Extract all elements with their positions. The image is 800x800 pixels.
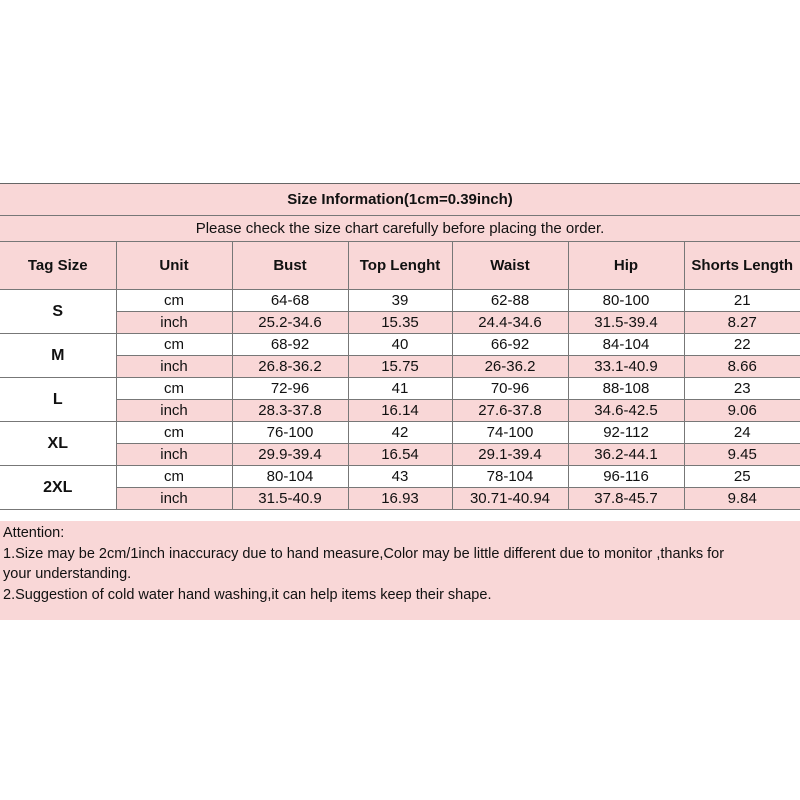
top-length-cell: 16.93	[348, 488, 452, 510]
column-header: Shorts Length	[684, 242, 800, 290]
top-length-cell: 42	[348, 422, 452, 444]
bust-cell: 26.8-36.2	[232, 356, 348, 378]
shorts-length-cell: 8.66	[684, 356, 800, 378]
top-length-cell: 39	[348, 290, 452, 312]
hip-cell: 88-108	[568, 378, 684, 400]
hip-cell: 80-100	[568, 290, 684, 312]
unit-cell: inch	[116, 444, 232, 466]
table-header-row	[0, 242, 800, 290]
attention-heading: Attention:	[3, 525, 65, 541]
unit-cell: cm	[116, 378, 232, 400]
waist-cell: 78-104	[452, 466, 568, 488]
shorts-length-cell: 9.84	[684, 488, 800, 510]
tag-size-cell: M	[0, 334, 116, 378]
column-header: Waist	[452, 242, 568, 290]
shorts-length-cell: 9.45	[684, 444, 800, 466]
tag-size-cell: 2XL	[0, 466, 116, 510]
hip-cell: 33.1-40.9	[568, 356, 684, 378]
table-row	[0, 444, 800, 466]
shorts-length-cell: 9.06	[684, 400, 800, 422]
table-row	[0, 290, 800, 312]
waist-cell: 66-92	[452, 334, 568, 356]
unit-cell: inch	[116, 488, 232, 510]
shorts-length-cell: 22	[684, 334, 800, 356]
unit-cell: inch	[116, 312, 232, 334]
waist-cell: 70-96	[452, 378, 568, 400]
bust-cell: 31.5-40.9	[232, 488, 348, 510]
hip-cell: 84-104	[568, 334, 684, 356]
bust-cell: 28.3-37.8	[232, 400, 348, 422]
hip-cell: 31.5-39.4	[568, 312, 684, 334]
unit-cell: cm	[116, 334, 232, 356]
bust-cell: 68-92	[232, 334, 348, 356]
unit-cell: cm	[116, 290, 232, 312]
top-length-cell: 40	[348, 334, 452, 356]
shorts-length-cell: 25	[684, 466, 800, 488]
top-length-cell: 43	[348, 466, 452, 488]
shorts-length-cell: 8.27	[684, 312, 800, 334]
waist-cell: 24.4-34.6	[452, 312, 568, 334]
size-chart	[0, 183, 800, 620]
unit-cell: cm	[116, 466, 232, 488]
column-header: Hip	[568, 242, 684, 290]
unit-cell: inch	[116, 356, 232, 378]
size-table	[0, 242, 800, 510]
waist-cell: 74-100	[452, 422, 568, 444]
unit-cell: inch	[116, 400, 232, 422]
waist-cell: 27.6-37.8	[452, 400, 568, 422]
top-length-cell: 41	[348, 378, 452, 400]
waist-cell: 62-88	[452, 290, 568, 312]
bust-cell: 25.2-34.6	[232, 312, 348, 334]
column-header: Top Lenght	[348, 242, 452, 290]
hip-cell: 34.6-42.5	[568, 400, 684, 422]
column-header: Bust	[232, 242, 348, 290]
shorts-length-cell: 21	[684, 290, 800, 312]
unit-cell: cm	[116, 422, 232, 444]
tag-size-cell: L	[0, 378, 116, 422]
chart-notice: Please check the size chart carefully before placing the order.	[0, 216, 800, 242]
column-header: Tag Size	[0, 242, 116, 290]
column-header: Unit	[116, 242, 232, 290]
shorts-length-cell: 23	[684, 378, 800, 400]
attention-note-2: 2.Suggestion of cold water hand washing,it can help items keep their shape.	[3, 586, 492, 603]
hip-cell: 36.2-44.1	[568, 444, 684, 466]
hip-cell: 92-112	[568, 422, 684, 444]
table-row	[0, 400, 800, 422]
hip-cell: 37.8-45.7	[568, 488, 684, 510]
attention-notes	[0, 521, 800, 620]
table-row	[0, 488, 800, 510]
tag-size-cell: XL	[0, 422, 116, 466]
hip-cell: 96-116	[568, 466, 684, 488]
tag-size-cell: S	[0, 290, 116, 334]
top-length-cell: 16.14	[348, 400, 452, 422]
top-length-cell: 15.35	[348, 312, 452, 334]
bust-cell: 76-100	[232, 422, 348, 444]
table-row	[0, 422, 800, 444]
bust-cell: 80-104	[232, 466, 348, 488]
shorts-length-cell: 24	[684, 422, 800, 444]
bust-cell: 72-96	[232, 378, 348, 400]
bust-cell: 29.9-39.4	[232, 444, 348, 466]
top-length-cell: 16.54	[348, 444, 452, 466]
waist-cell: 26-36.2	[452, 356, 568, 378]
table-row	[0, 312, 800, 334]
waist-cell: 30.71-40.94	[452, 488, 568, 510]
attention-note-1: 1.Size may be 2cm/1inch inaccuracy due to hand measure,Color may be little different due to monitor ,thanks for	[3, 545, 725, 562]
attention-note-1-continued: your understanding.	[3, 566, 132, 582]
table-row	[0, 356, 800, 378]
chart-title: Size Information(1cm=0.39inch)	[0, 184, 800, 216]
table-row	[0, 378, 800, 400]
table-row	[0, 466, 800, 488]
table-row	[0, 334, 800, 356]
top-length-cell: 15.75	[348, 356, 452, 378]
waist-cell: 29.1-39.4	[452, 444, 568, 466]
bust-cell: 64-68	[232, 290, 348, 312]
